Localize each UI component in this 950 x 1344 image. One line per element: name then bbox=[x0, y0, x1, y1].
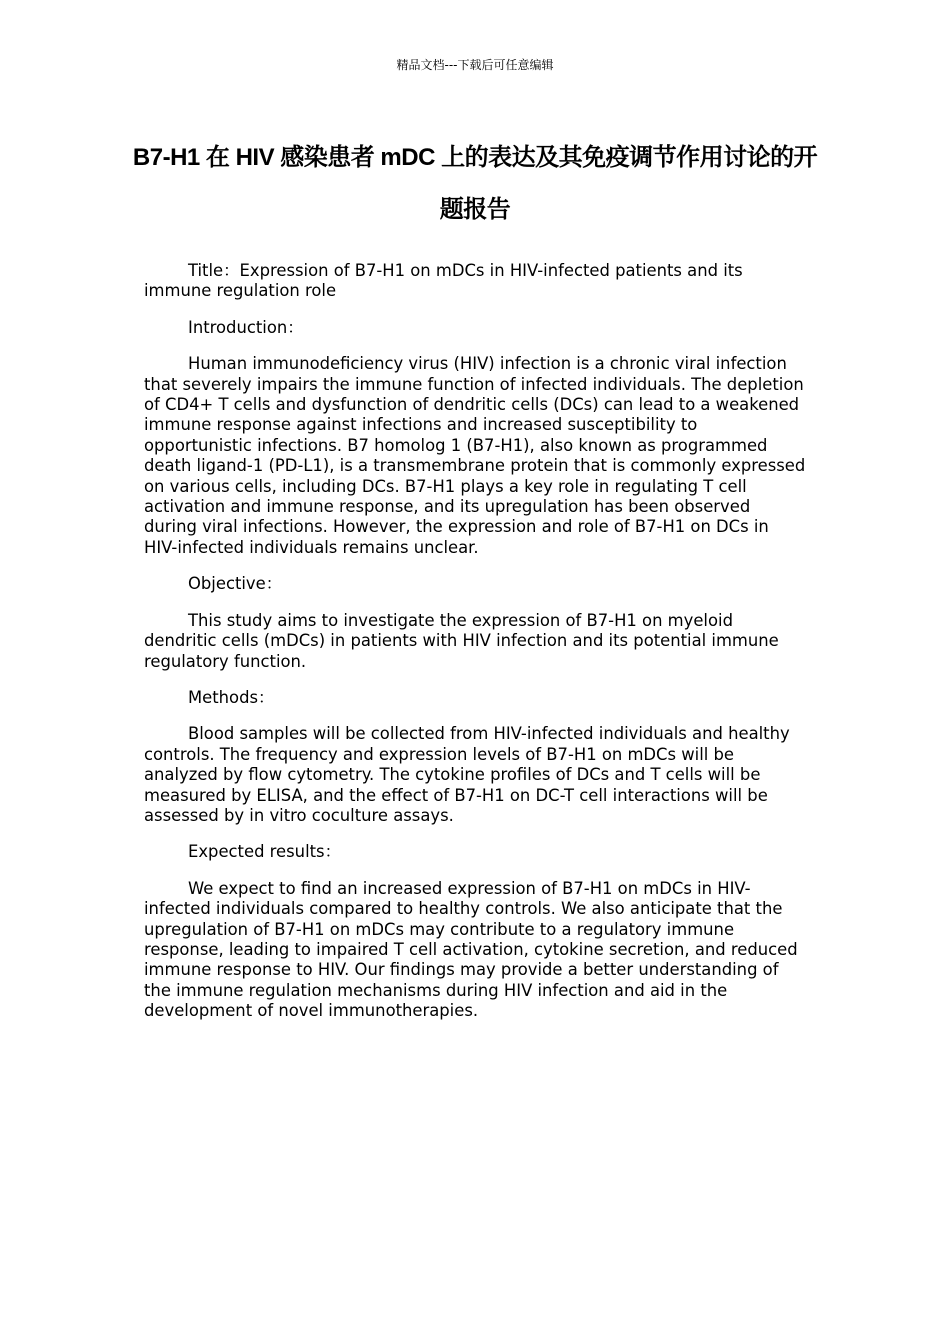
paragraph-introduction-heading: Introduction： bbox=[188, 317, 304, 337]
paragraph-expected-results: We expect to find an increased expression of B7-H1 on mDCs in HIV-infected individuals compared to healthy controls. We also anticipate that the upregulation of B7-H1 on mDCs may contribute to a regulatory immune response, leading to impaired T cell activation, cytokine secretion, and reduced immune response to HIV. Our findings may provide a better understanding of the immune regulation mechanisms during HIV infection and aid in the development of novel immunotherapies. bbox=[144, 878, 798, 1021]
paragraph-expected-results-heading: Expected results： bbox=[188, 842, 341, 862]
paragraph-introduction: Human immunodeficiency virus (HIV) infection is a chronic viral infection that severely impairs the immune function of infected individuals. The depletion of CD4+ T cells and dysfunction of dendritic cells (DCs) can lead to a weakened immune response against infections and increased susceptibility to opportunistic infections. B7 homolog 1 (B7-H1), also known as programmed death ligand-1 (PD-L1), is a transmembrane protein that is commonly expressed on various cells, including DCs. B7-H1 plays a key role in regulating T cell activation and immune response, and its upregulation has been observed during viral infections. However, the expression and role of B7-H1 on DCs in HIV-infected individuals remains unclear. bbox=[144, 354, 806, 557]
paragraph-title: Title：Expression of B7-H1 on mDCs in HIV-infected patients and its immune regulation role bbox=[144, 261, 743, 301]
paragraph-objective: This study aims to investigate the expression of B7-H1 on myeloid dendritic cells (mDCs) in patients with HIV infection and its potential immune regulatory function. bbox=[144, 610, 779, 671]
paragraph-methods-heading: Methods： bbox=[188, 687, 275, 707]
paragraph-methods: Blood samples will be collected from HIV-infected individuals and healthy controls. The frequency and expression levels of B7-H1 on mDCs will be analyzed by flow cytometry. The cytokine profiles of DCs and T cells will be measured by ELISA, and the effect of B7-H1 on DC-T cell interactions will be assessed by in vitro coculture assays. bbox=[144, 724, 790, 825]
paragraph-objective-heading: Objective： bbox=[188, 574, 283, 594]
document-title: B7-H1 在 HIV 感染患者 mDC 上的表达及其免疫调节作用讨论的开题报告 bbox=[132, 144, 818, 223]
document-body bbox=[144, 261, 806, 1038]
page-header: 精品文档---下载后可任意编辑 bbox=[396, 58, 554, 72]
